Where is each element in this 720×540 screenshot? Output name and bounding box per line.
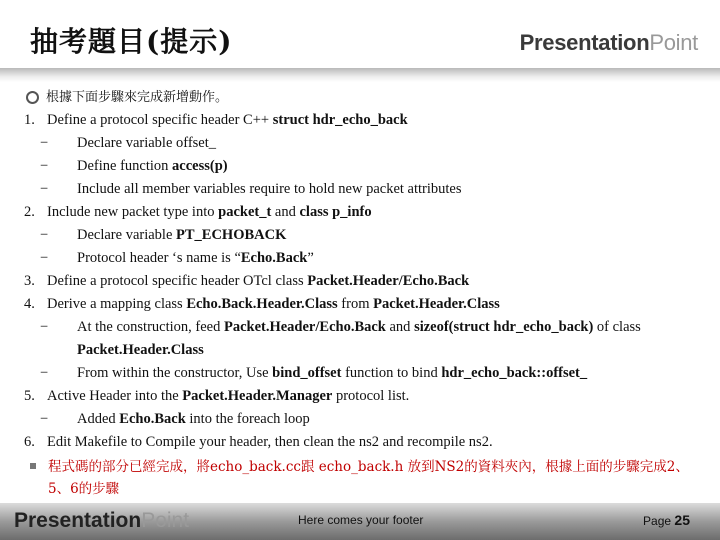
step-number: 1. — [24, 112, 35, 128]
dash-marker: − — [40, 365, 49, 381]
step-number: 5. — [24, 388, 35, 404]
step-item — [0, 270, 720, 293]
step-text: Define function access(p) — [77, 158, 228, 174]
footer-logo-strong: Presentation — [14, 509, 142, 532]
step-text: Include all member variables require to hold new packet attributes — [77, 181, 462, 197]
footer-bar — [0, 503, 720, 540]
substep-item — [0, 224, 720, 247]
presentationpoint-logo — [520, 30, 698, 56]
step-text: Added Echo.Back into the foreach loop — [77, 411, 310, 427]
step-text: Declare variable PT_ECHOBACK — [77, 227, 287, 243]
step-item — [0, 109, 720, 132]
dash-marker: − — [40, 250, 49, 266]
substep-item — [0, 316, 720, 362]
circle-bullet-icon — [26, 91, 39, 104]
substep-item — [0, 178, 720, 201]
footer-text: Here comes your footer — [298, 513, 424, 527]
substep-item — [0, 247, 720, 270]
page-indicator — [643, 512, 690, 528]
step-item — [0, 201, 720, 224]
step-number: 6. — [24, 434, 35, 450]
slide-title: 抽考題目(提示) — [30, 25, 233, 58]
step-item — [0, 385, 720, 408]
dash-marker: − — [40, 227, 49, 243]
dash-marker: − — [40, 135, 49, 151]
dash-marker: − — [40, 319, 49, 335]
substep-item — [0, 408, 720, 431]
title-divider — [0, 68, 720, 82]
intro-text: 根據下面步驟來完成新增動作。 — [46, 90, 229, 105]
step-text: At the construction, feed Packet.Header/Echo.Back and sizeof(struct hdr_echo_back) of class Packet.Header.Class — [77, 319, 641, 358]
step-number: 4. — [24, 296, 35, 312]
step-number: 2. — [24, 204, 35, 220]
footer-logo-light: Point — [141, 509, 190, 532]
square-bullet-icon — [30, 463, 36, 469]
logo-strong-text: Presentation — [519, 30, 650, 55]
dash-marker: − — [40, 158, 49, 174]
step-text: From within the constructor, Use bind_offset function to bind hdr_echo_back::offset_ — [77, 365, 588, 381]
step-text: Include new packet type into packet_t and class p_info — [47, 204, 372, 220]
step-text: Edit Makefile to Compile your header, then clean the ns2 and recompile ns2. — [47, 434, 493, 450]
step-text: Define a protocol specific header C++ struct hdr_echo_back — [47, 112, 408, 128]
slide-content — [0, 86, 720, 454]
substep-item — [0, 362, 720, 385]
substep-item — [0, 132, 720, 155]
logo-light-text: Point — [649, 30, 698, 55]
footer-logo — [14, 509, 189, 533]
step-item — [0, 431, 720, 454]
dash-marker: − — [40, 411, 49, 427]
step-text: Declare variable offset_ — [77, 135, 217, 151]
dash-marker: − — [40, 181, 49, 197]
page-label: Page — [643, 514, 672, 528]
page-number: 25 — [674, 512, 690, 528]
step-number: 3. — [24, 273, 35, 289]
step-text: Define a protocol specific header OTcl class Packet.Header/Echo.Back — [47, 273, 470, 289]
step-text: Derive a mapping class Echo.Back.Header.Class from Packet.Header.Class — [47, 296, 500, 312]
note-text: 程式碼的部分已經完成，將echo_back.cc跟 echo_back.h 放到NS2的資料夾內，根據上面的步驟完成2、5、6的步驟 — [48, 459, 689, 497]
intro-line — [0, 86, 720, 109]
substep-item — [0, 155, 720, 178]
step-text: Protocol header ‘s name is “Echo.Back” — [77, 250, 314, 266]
step-item — [0, 293, 720, 316]
note-paragraph — [30, 456, 690, 500]
step-text: Active Header into the Packet.Header.Manager protocol list. — [47, 388, 410, 404]
